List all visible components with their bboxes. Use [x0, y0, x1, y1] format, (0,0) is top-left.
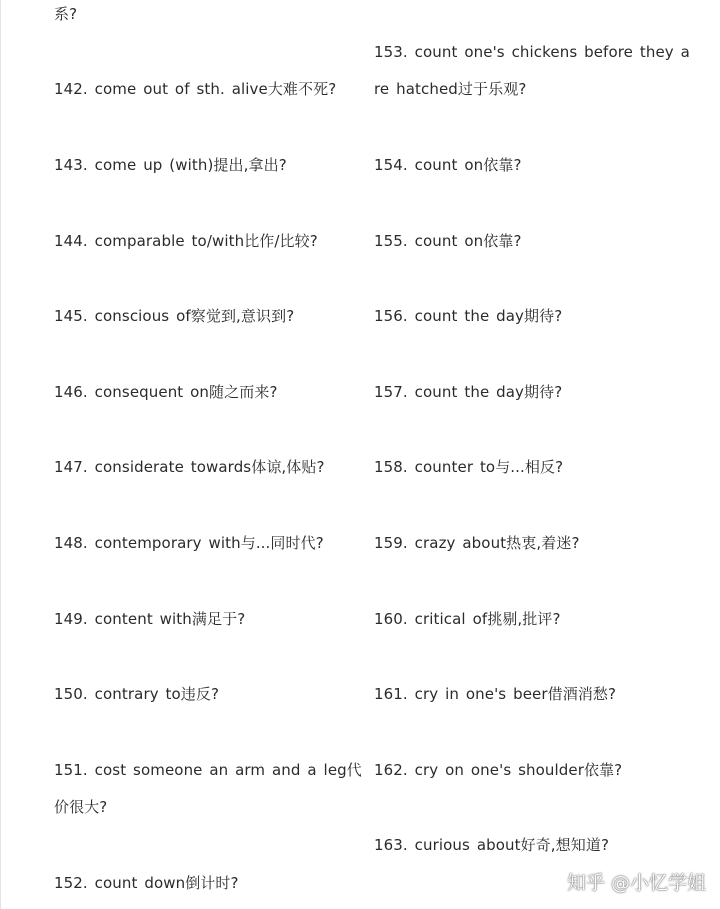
- left-line-3: 144. comparable to/with比作/比较?: [54, 232, 318, 250]
- right-line-8: 160. critical of挑剔,批评?: [374, 610, 561, 628]
- left-line-4: 145. conscious of察觉到,意识到?: [54, 307, 295, 325]
- right-line-4: 156. count the day期待?: [374, 307, 563, 325]
- left-line-2: 143. come up (with)提出,拿出?: [54, 156, 287, 174]
- right-line-10: 162. cry on one's shoulder依靠?: [374, 761, 623, 779]
- right-line-1: re hatched过于乐观?: [374, 80, 527, 98]
- left-line-6: 147. considerate towards体谅,体贴?: [54, 458, 325, 476]
- left-line-1: 142. come out of sth. alive大难不死?: [54, 80, 337, 98]
- left-line-8: 149. content with满足于?: [54, 610, 246, 628]
- right-line-2: 154. count on依靠?: [374, 156, 522, 174]
- right-line-0: 153. count one's chickens before they a: [374, 43, 690, 61]
- left-line-11: 价很大?: [54, 798, 108, 816]
- right-line-7: 159. crazy about热衷,着迷?: [374, 534, 580, 552]
- right-line-3: 155. count on依靠?: [374, 232, 522, 250]
- left-line-5: 146. consequent on随之而来?: [54, 383, 278, 401]
- left-line-12: 152. count down倒计时?: [54, 874, 239, 892]
- left-line-9: 150. contrary to违反?: [54, 685, 220, 703]
- left-line-0: 系?: [54, 5, 78, 23]
- right-line-6: 158. counter to与...相反?: [374, 458, 564, 476]
- zhihu-watermark: 知乎 @小忆学姐: [566, 872, 706, 894]
- left-line-7: 148. contemporary with与...同时代?: [54, 534, 324, 552]
- right-line-11: 163. curious about好奇,想知道?: [374, 836, 610, 854]
- right-line-5: 157. count the day期待?: [374, 383, 563, 401]
- left-line-10: 151. cost someone an arm and a leg代: [54, 761, 362, 779]
- right-line-9: 161. cry in one's beer借酒消愁?: [374, 685, 617, 703]
